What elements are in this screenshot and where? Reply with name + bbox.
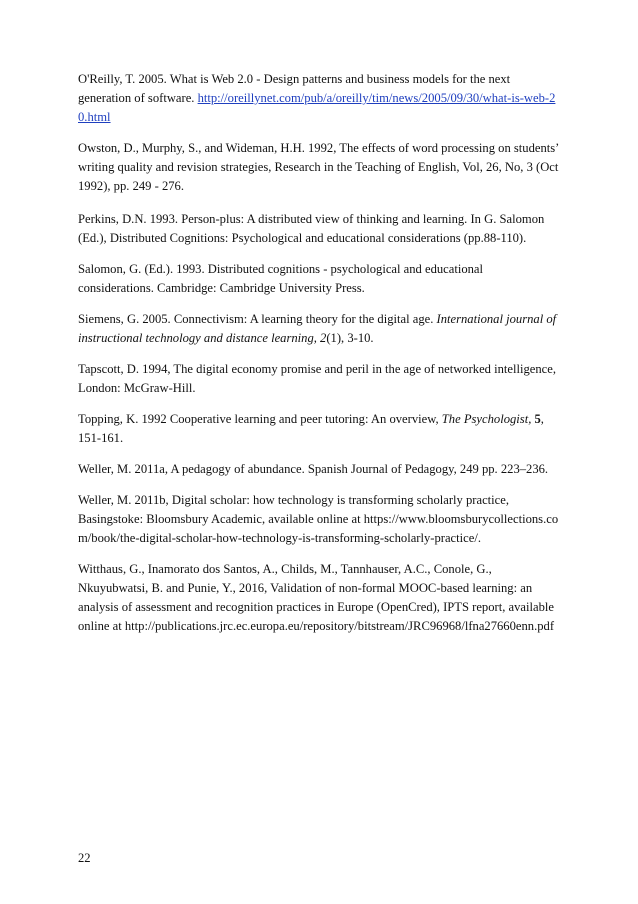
reference-text: Witthaus, G., Inamorato dos Santos, A., Childs, M., Tannhauser, A.C., Conole, G., Nkuyubwatsi, B. and Punie, Y., 2016, Validation of non-formal MOOC-based learning: an analysis of assessment and recognition practices in Europe (OpenCred), IPTS report, available online at <box>78 562 554 633</box>
reference-url: http://publications.jrc.ec.europa.eu/repository/bitstream/JRC96968/lfna27660enn.pdf <box>124 619 555 633</box>
reference-journal-title: The Psychologist, <box>441 412 532 426</box>
reference-text: , 151-161. <box>78 412 544 445</box>
reference-weller-2011a <box>78 460 562 479</box>
reference-text: Owston, D., Murphy, S., and Wideman, H.H. 1992, The effects of word processing on students’ writing quality and revision strategies, Research in the Teaching of English, Vol, 26, No, 3 (Oct 1992), pp. 249 - 276. <box>78 141 559 193</box>
reference-journal-title: International journal of instructional technology and distance learning, 2 <box>78 312 557 345</box>
reference-list <box>78 70 562 648</box>
reference-text: Salomon, G. (Ed.). 1993. Distributed cognitions - psychological and educational considerations. Cambridge: Cambridge University Press. <box>78 262 484 295</box>
reference-perkins <box>78 210 562 248</box>
page-number: 22 <box>78 851 91 865</box>
reference-url: https://www.bloomsburycollections.com/book/the-digital-scholar-how-technology-is-transforming-scholarly-practice/. <box>78 512 559 545</box>
reference-text: (1), 3-10. <box>326 331 374 345</box>
reference-weller-2011b <box>78 491 562 548</box>
reference-text: Weller, M. 2011a, A pedagogy of abundance. Spanish Journal of Pedagogy, 249 pp. 223–236. <box>78 462 549 476</box>
reference-text: Siemens, G. 2005. Connectivism: A learning theory for the digital age. <box>78 312 437 326</box>
reference-text: Tapscott, D. 1994, The digital economy promise and peril in the age of networked intelligence, London: McGraw-Hill. <box>78 362 557 395</box>
reference-siemens <box>78 310 562 348</box>
reference-witthaus <box>78 560 562 636</box>
reference-volume: 5 <box>531 412 541 426</box>
reference-oreilly <box>78 70 562 127</box>
reference-text: O'Reilly, T. 2005. What is Web 2.0 - Design patterns and business models for the next generation of software. <box>78 72 511 105</box>
reference-owston <box>78 139 562 196</box>
reference-tapscott <box>78 360 562 398</box>
reference-text: Weller, M. 2011b, Digital scholar: how technology is transforming scholarly practice, Basingstoke: Bloomsbury Academic, available online at <box>78 493 509 526</box>
reference-link[interactable]: http://oreillynet.com/pub/a/oreilly/tim/news/2005/09/30/what-is-web-20.html <box>78 91 556 124</box>
reference-salomon <box>78 260 562 298</box>
reference-topping <box>78 410 562 448</box>
reference-text: Perkins, D.N. 1993. Person-plus: A distributed view of thinking and learning. In G. Salomon (Ed.), Distributed Cognitions: Psychological and educational considerations (pp.88-110). <box>78 212 545 245</box>
reference-text: Topping, K. 1992 Cooperative learning and peer tutoring: An overview, <box>78 412 442 426</box>
